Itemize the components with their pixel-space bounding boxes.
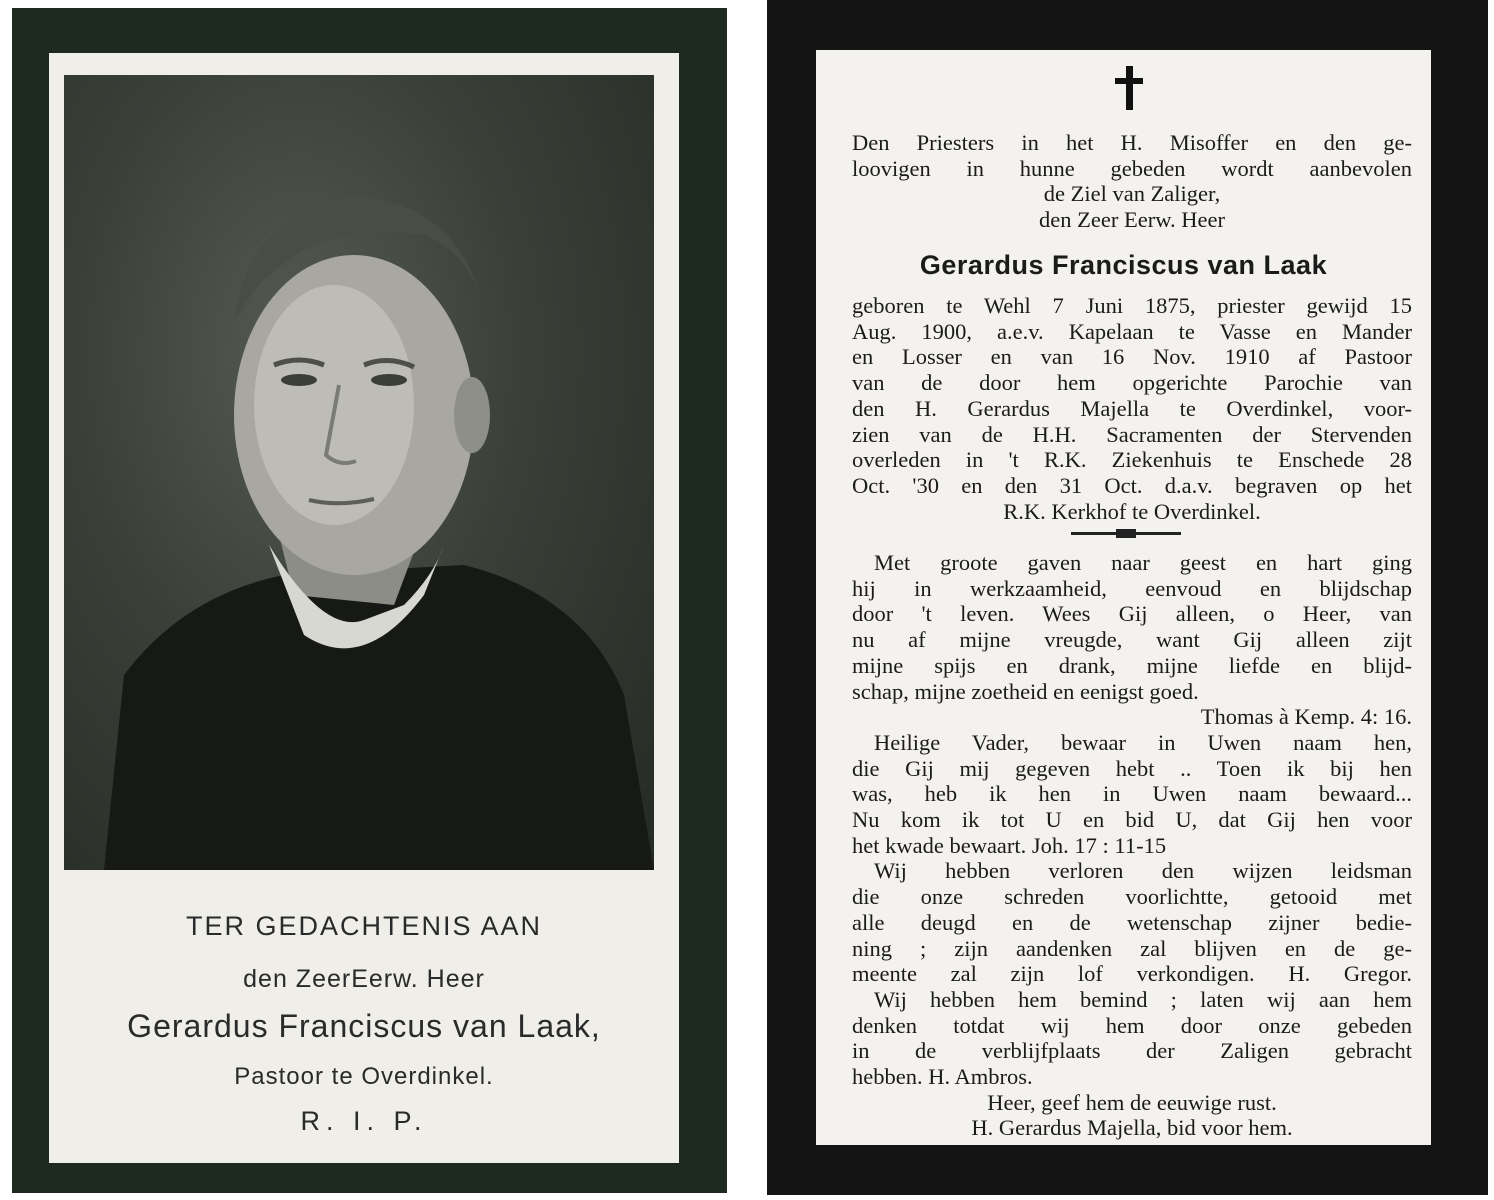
bio-line: Oct. '30 en den 31 Oct. d.a.v. begraven op het: [852, 472, 1412, 498]
bio-line: R.K. Kerkhof te Overdinkel.: [1003, 498, 1261, 524]
quote-line: in de verblijfplaats der Zaligen gebracht: [852, 1038, 1412, 1064]
intro-line: de Ziel van Zaliger,: [1043, 181, 1221, 207]
intro-line: Den Priesters in het H. Misoffer en den ge-: [852, 130, 1412, 155]
quote-line: was, heb ik hen in Uwen naam bewaard...: [852, 781, 1412, 807]
quote-line: Met groote gaven naar geest en hart ging: [874, 550, 1412, 575]
memorial-heading: TER GEDACHTENIS AAN: [185, 911, 543, 941]
card-back-panel: [816, 50, 1431, 1145]
quote-line: ning ; zijn aandenken zal blijven en de ge-: [852, 935, 1412, 961]
quote-line: Wij hebben hem bemind ; laten wij aan hem: [874, 986, 1412, 1012]
quote-line: het kwade bewaart.: [852, 832, 1027, 858]
intro-line: den Zeer Eerw. Heer: [1039, 207, 1225, 233]
quote-line: die Gij mij gegeven hebt .. Toen ik bij hen: [852, 755, 1412, 781]
quote-source: H. Ambros.: [928, 1064, 1033, 1090]
bio-line: den H. Gerardus Majella te Overdinkel, voor-: [852, 395, 1412, 421]
quote-line: alle deugd en de wetenschap zijner bedie-: [852, 909, 1412, 935]
memorial-card-back: [767, 0, 1488, 1195]
closing-line: Heer, geef hem de eeuwige rust.: [987, 1089, 1277, 1115]
quote-line: denken totdat wij hem door onze gebeden: [852, 1012, 1412, 1038]
biography: [852, 293, 1412, 524]
ornamental-divider: [1071, 532, 1181, 535]
deceased-name: Gerardus Franciscus van Laak,: [127, 1008, 601, 1044]
bio-line: en Losser en van 16 Nov. 1910 af Pastoor: [852, 344, 1412, 370]
intro-line: loovigen in hunne gebeden wordt aanbevolen: [852, 155, 1412, 181]
intro-text: [852, 130, 1412, 233]
card-front-panel: [49, 53, 679, 1163]
rip-text: R. I. P.: [300, 1106, 428, 1136]
quote-line: mijne spijs en drank, mijne liefde en blijd-: [852, 652, 1412, 678]
bio-line: geboren te Wehl 7 Juni 1875, priester gewijd 15: [852, 293, 1412, 318]
quote-source: Joh. 17 : 11-15: [1031, 832, 1167, 858]
honorific: den ZeerEerw. Heer: [243, 965, 485, 993]
quote-line: die onze schreden voorlichtte, getooid met: [852, 884, 1412, 910]
closing-line: H. Gerardus Majella, bid voor hem.: [971, 1115, 1293, 1141]
cross-icon: [1115, 66, 1143, 110]
deceased-name-title: Gerardus Franciscus van Laak: [919, 250, 1328, 280]
quote-line-with-source: [852, 833, 1412, 859]
bio-line: overleden in 't R.K. Ziekenhuis te Enschede 28: [852, 447, 1412, 473]
quote-line: hebben.: [852, 1064, 923, 1090]
bio-line: zien van de H.H. Sacramenten der Stervenden: [852, 421, 1412, 447]
quote-line: Heilige Vader, bewaar in Uwen naam hen,: [874, 729, 1412, 755]
deceased-position: Pastoor te Overdinkel.: [234, 1063, 494, 1090]
quote-line: meente zal zijn lof verkondigen. H. Gregor.: [852, 961, 1412, 987]
quote-source: Thomas à Kemp. 4: 16.: [1200, 704, 1412, 730]
quote-line: Nu kom ik tot U en bid U, dat Gij hen voor: [852, 807, 1412, 833]
bio-line: Aug. 1900, a.e.v. Kapelaan te Vasse en Mander: [852, 318, 1412, 344]
memorial-card-front: [12, 8, 727, 1193]
quotations: [852, 550, 1412, 1141]
quote-line: door 't leven. Wees Gij alleen, o Heer, van: [852, 601, 1412, 627]
quote-line: Wij hebben verloren den wijzen leidsman: [874, 858, 1412, 884]
quote-line-with-source: [852, 1064, 1412, 1090]
priest-portrait-illustration: [64, 75, 654, 870]
quote-line: nu af mijne vreugde, want Gij alleen zijt: [852, 627, 1412, 653]
quote-line: hij in werkzaamheid, eenvoud en blijdschap: [852, 575, 1412, 601]
quote-line: schap, mijne zoetheid en eenigst goed.: [852, 678, 1199, 704]
portrait-photo: [64, 75, 654, 870]
bio-line: van de door hem opgerichte Parochie van: [852, 370, 1412, 396]
